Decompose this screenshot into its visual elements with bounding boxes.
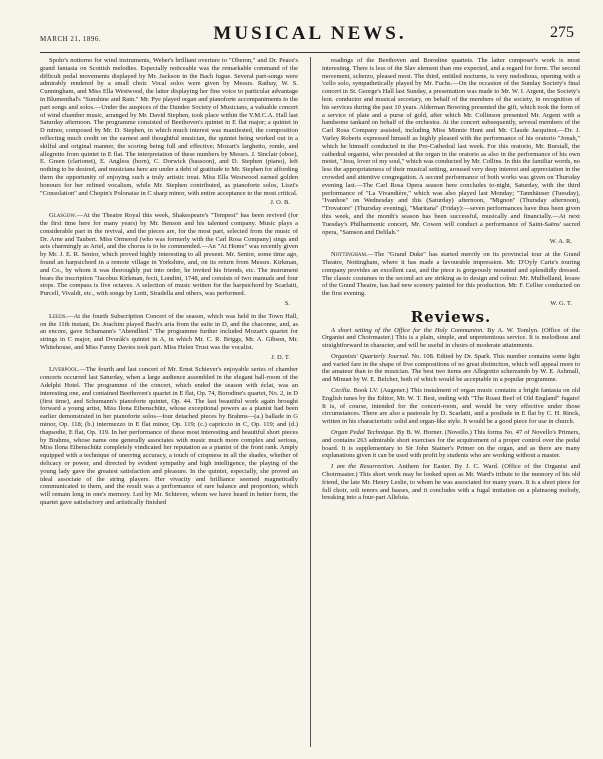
- review-title: A short setting of the Office for the Holy Communion.: [331, 326, 484, 334]
- liverpool-paragraph: [40, 366, 298, 506]
- town-heading: Nottingham.: [331, 251, 368, 259]
- signature: S.: [284, 299, 290, 307]
- signature: J. D. T.: [271, 353, 290, 361]
- review-title: Cecilia.: [331, 387, 352, 395]
- header-rule: [40, 52, 580, 53]
- liverpool-continued-paragraph: readings of the Beethoven and Borodine quartets. The latter composer's work is most interesting. There is less of the Slav element than one expected, and a regard for form. The second movement, scherzo, pleased most. The third, entitled nocturne, is very melodious, opening with a 'cello solo, sympathetically played by Mr. Fuchs.—On the occasion of the Sunday Society's final concert in St. George's Hall last Sunday, a presentation was made to Mr. W. I. Argent, the Society's hon. conductor and musical secretary, on behalf of the members of the society, in recognition of his services during the past 10 years. Alderman Bowring presented the gift, which took the form of a service of plate and a purse of gold, after which Mr. Collinson presented Mr. Argent with a handsome tankard on behalf of the orchestra. At the concert subsequently, several members of the Carl Rosa Company assisted, including Miss Minnie Hunt and Mr. Claude Jacquinot.—Dr. J. Varley Roberts expressed himself as highly pleased with the performance of his oratorio "Jonah," which he himself conducted in the Pro-Cathedral last week. For this oratorio, Mr. Burstall, the cathedral organist, who presided at the organ in the oratorio as also in the performance of his own motet, "Jesu, lover of my soul," which was conducted by Mr. Collins. In this the familiar words, no less the appropriateness of their musical setting, aroused very deep interest and appreciation in the crowded and attentive congregation. A second performance of both works was given on Thursday evening last.—The Carl Rosa Opera season here concludes to-night, Saturday, with the third performance of "La Vivandière," which was also played last Monday; "Tannhäuser (Tuesday), "Ivanhoe" on Wednesday and this (Saturday) afternoon, "Mignon" (Thursday afternoon), "Trovatore" (Thursday evening), "Maritana" (Friday):—seven performances have thus been given this week, and the month's season has been successful, musically and financially.—At next Tuesday's Philharmonic concert, Mr. Cowen will conduct a performance of Saint-Saëns' sacred opera, "Samson and Delilah.": [322, 57, 580, 236]
- review-title: I am the Resurrection.: [331, 463, 395, 471]
- page-header: [40, 20, 580, 50]
- review-item: [322, 429, 580, 460]
- signature: J. O. B.: [270, 199, 290, 207]
- nottingham-paragraph: [322, 251, 580, 298]
- town-heading: Glasgow.: [49, 212, 77, 220]
- right-column: [322, 57, 580, 747]
- dundee-paragraph: Spohr's nottorno for wind instruments, Weber's brilliant overture to "Oberon," and Dr. Peace's grand fantasia on Scottish melodies. Especially noticeable was the remarkable command of the difficult pedal movements displayed by Mr. Jackson in the Bach fugue. Several part-songs were admirably rendered by a small choir. Vocal solos were given by Messrs. Rathay, W. S. Cunningham, and Miss Ella Westwood, the latter displaying her fine voice to particular advantage in Blumenthal's "Sunshine and Rain." Mr. Pye played organ and pianoforte accompaniments to the part songs and solos.—Under the auspices of the Dundee Society of Musicians, a valuable concert of wind chamber music, arranged by Mr. David Stephen, took place within the Y.M.C.A. Hall last Saturday afternoon. The programme consisted of Beethoven's quintet in E flat major; a quintet in D minor, composed by Mr. D. Stephen, in which much interest was manifested, the composition reflecting much credit on the earnest and thoughtful musician, the quintet being worked out in a skilful and original manner, the scoring being full and effective; Mozart's larghetto, rondo, and allegretto from quintet in E flat. The interpretation of these numbers by Messrs. J. Sinclair (oboe), E. Green (clarionet), E. Angless (horn), C. Dorwick (bassoon), and D. Stephen (piano), left nothing to be desired, and musicians here are under a debt of gratitude to Mr. Stephen for affording them the opportunity of enjoying such a truly artistic treat. Miss Ella Westwood earned golden honours for her refined vocalism, while Mr. Stephen contributed, as pianoforte solos, Liszt's "Consolation" and Chopin's Polonaise in C sharp minor, with entire acceptance to the most critical.: [40, 57, 298, 197]
- town-heading: Leeds.: [49, 312, 68, 320]
- page-number: 275: [550, 24, 574, 41]
- leeds-paragraph: [40, 313, 298, 352]
- signature: W. A. R.: [549, 238, 572, 246]
- review-body: By A. W. Tomlyn. (Office of the Organist and Choirmaster.) This is a plain, simple, and unpretentious service. It is melodious and straightforward in character, and will be useful in choirs of moderate attainments.: [322, 326, 580, 350]
- review-body: Anthem for Easter. By J. C. Ward. (Office of the Organist and Choirmaster.) This short work may be looked upon as Mr. Ward's tribute to the memory of his old friend, the late Mr. Henry Leslie, to whom he was associated for many years. It is a short piece for full choir, soli tenors and basses, and it concludes with a fugal imitation on a plainsong melody, breaking into a four-part Alleluia.: [322, 463, 580, 502]
- leeds-body: —At the fourth Subscription Concert of the season, which was held in the Town Hall, on the 11th instant, Dr. Joachim played Bach's aria from the suite in D, and the chaconne, and, as an encore, gave Schumann's "Abendlied." The programme further included Mozart's quartet for strings in C major, and Dvorák's quintet in A, in which Mr. C. R. Briggs, Mr. A. Gibson, Mr. Whitehouse, and Miss Fanny Davies took part. Miss Helen Trust was the vocalist.: [40, 312, 298, 351]
- glasgow-paragraph: [40, 212, 298, 298]
- review-body: Book LV. (Augener.) This instalment of organ music contains a bright fantasia on old English tunes by the Editor, Mr. W. T. Best, ending with "The Roast Beef of Old England" fugato! It is, of course, intended for the concert-room, and would be very effective under those circumstances. There are also a pastorale by D. Scarlatti, and a postlude in E flat by C. H. Rinck, written in his characteristic solid and organ-like style. It would be a good piece for use in church.: [322, 387, 580, 426]
- glasgow-body: —At the Theatre Royal this week, Shakespeare's "Tempest" has been revived (for the first time here for many years) by Mr. Benson and his talented company. Music plays a considerable part in the revival, and the pieces are, for the most part, selected from the music of Dr. Arne and Taubert. Miss Ormerod (who was formerly with the Carl Rosa Company) sings and acts charmingly as Ariel, and the chorus is to be commended.—An "At Home" was recently given by Mr. J. E. R. Senior, which proved highly interesting to all present. Mr. Senior, some time ago, found an harpsichord in a remote village in Yorkshire, and, on its return from Messrs. Kirkman, and Co., by whom it was thoroughly put into order, he invited his friends, etc. The instrument bears the inscription "Jacobus Kirkman, fecit, Londini, 1748, and consists of two manuals and four stops. The compass is five octaves. A selection of music written for the harpsichord by Scarlatti, Purcell, Vivaldi, etc., with songs by Lotti, Stradella and others, was performed.: [40, 212, 298, 298]
- review-item: [322, 463, 580, 502]
- review-item: [322, 387, 580, 426]
- nottingham-body: —The "Grand Duke" has started merrily on its provincial tour at the Grand Theatre, Nottingham, where it has made a favourable impression. Mr. D'Oyly Carte's touring company provides an excellent cast, and the piece is gorgeously mounted and splendidly dressed. The classic costumes in the second act are striking as to design and colour. Mr. Mulholland, lessee of the Grand Theatre, has had new scenery painted for this production. Mr. F. Cellier conducted on the first evening.: [322, 251, 580, 298]
- town-heading: Liverpool.: [49, 366, 80, 374]
- masthead-title: MUSICAL NEWS.: [213, 23, 407, 44]
- reviews-heading: Reviews.: [410, 307, 492, 326]
- review-title: Organists' Quarterly Journal.: [331, 352, 410, 360]
- left-column: [40, 57, 298, 747]
- review-title: Organ Pedal Technique.: [331, 429, 395, 437]
- liverpool-body: —The fourth and last concert of Mr. Ernst Schiever's enjoyable series of chamber concerts occurred last Saturday, when a large audience assembled in the elegant ball-room of the Adelphi Hotel. The programme of the concert, which ended the season with éclat, was an interesting one, and contained Beethoven's quartet in E flat, Op. 74, Borodine's quartet, No. 2, in D (first time), and Schumann's pianoforte quintet, Op. 44. The last beautiful work again brought forward a young artist, Miss Ilona Eibenschütz, whose exceptional powers as a pianist had been earlier demonstrated in her pianoforte solos—four detached pieces by Brahms—(a.) ballade in G minor, Op. 118; (b.) intermezzo in E flat minor, Op. 119; (c.) capriccio in C, Op. 119; and (d.) rhapsodie, E flat, Op. 119. In her performance of these most interesting and beautiful short pieces by Brahms, whose name one generally associates with music much more complex and serious, Miss Ilona Eibenschütz completely vindicated her reputation as a pianist of the front rank. Amply equipped with a technique of unerring accuracy, a touch of crispness in all the shades, whether of delicacy or power, and directed by evident sympathy and high intelligence, the playing of the young lady gave the greatest satisfaction and pleasure. In the quintet, especially, she proved an ideal associate of the string players. Her vivacity and brilliance seemed magnetically communicated to them, and the result was a performance of rare balance and proportion, which will remain long in one's memory. Led by Mr. Schiever, whom we have heard in better form, the quartet gave satisfactory and artistically finished: [40, 366, 298, 507]
- issue-date: MARCH 21, 1896.: [40, 35, 102, 43]
- review-item: [322, 327, 580, 350]
- review-body: By B. W. Horner. (Novello.) This forms No. 47 of Novello's Primers, and contains 263 admirable short exercises for the acquirement of a proper control over the pedal board. It is supplementary to Sir John Stainer's Primer on the organ, and as there are many explanations given it can be used with profit by students who are working without a master.: [322, 429, 580, 460]
- review-item: [322, 353, 580, 384]
- column-divider: [310, 57, 311, 747]
- signature: W. G. T.: [550, 299, 572, 307]
- review-body: No. 108. Edited by Dr. Spark. This number contains some light and varied fare in the shape of five compositions of no great distinction, which will appeal more to the amateur than to the musician. The best two items are Allegretto scherzando by W. E. Ashmall, and Minuet by W. E. Belcher, both of which would be acceptable in a popular programme.: [322, 352, 580, 384]
